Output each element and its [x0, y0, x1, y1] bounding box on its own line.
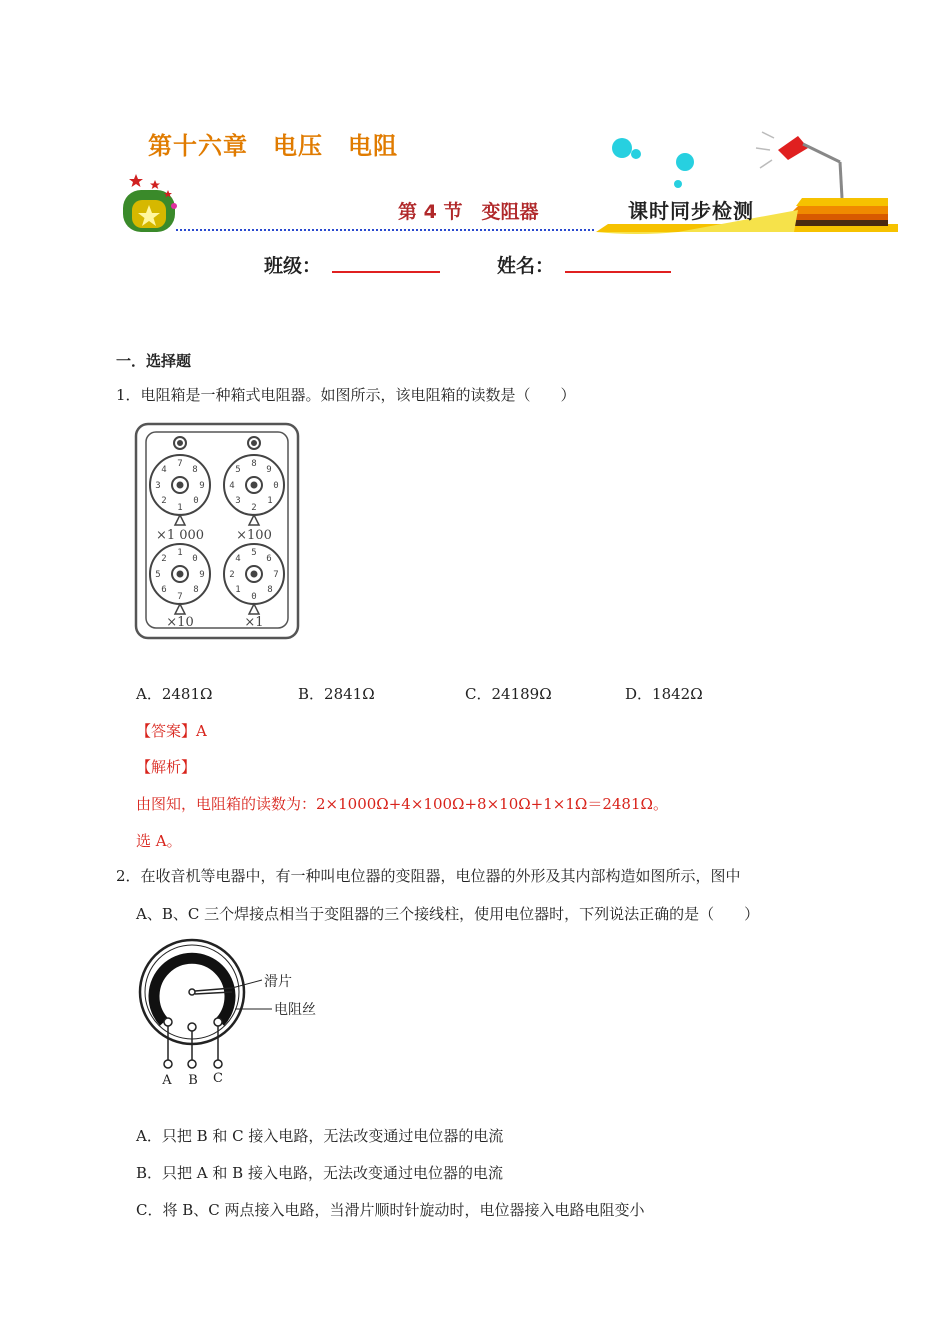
resistance-box-figure	[134, 422, 300, 640]
svg-text:7: 7	[273, 570, 279, 580]
svg-text:6: 6	[161, 585, 167, 595]
svg-text:5: 5	[235, 465, 241, 475]
svg-text:8: 8	[251, 459, 257, 469]
label-wire: 电阻丝	[274, 1002, 316, 1018]
section-heading: 一．选择题	[116, 352, 192, 370]
name-field[interactable]	[565, 271, 671, 273]
dial-label-x100: ×100	[236, 528, 272, 543]
chapter-title: 第十六章 电压 电阻	[148, 132, 398, 160]
header-tag: 课时同步检测	[628, 199, 754, 223]
svg-text:2: 2	[161, 554, 167, 564]
svg-text:1: 1	[267, 496, 273, 506]
svg-text:5: 5	[251, 548, 257, 558]
svg-text:1: 1	[235, 585, 241, 595]
svg-text:1: 1	[177, 503, 183, 513]
svg-text:4: 4	[235, 554, 241, 564]
label-slider: 滑片	[264, 974, 292, 990]
name-label: 姓名：	[497, 255, 555, 277]
svg-text:8: 8	[267, 585, 273, 595]
svg-text:7: 7	[177, 592, 183, 602]
q1-option-b[interactable]: B．2841Ω	[298, 685, 375, 703]
svg-text:2: 2	[161, 496, 167, 506]
svg-text:0: 0	[193, 496, 199, 506]
q2-option-b[interactable]: B．只把 A 和 B 接入电路，无法改变通过电位器的电流	[136, 1164, 503, 1182]
lamp-icon	[756, 132, 842, 198]
resistance-wire	[154, 958, 230, 1022]
svg-text:8: 8	[193, 585, 199, 595]
dial-label-x1: ×1	[244, 615, 264, 630]
q1-option-d[interactable]: D．1842Ω	[625, 685, 703, 703]
label-b: B	[188, 1073, 198, 1088]
svg-text:9: 9	[199, 570, 205, 580]
svg-text:2: 2	[229, 570, 235, 580]
bubble-icon	[612, 138, 632, 158]
label-c: C	[213, 1071, 223, 1086]
q1-answer: 【答案】A	[136, 722, 207, 740]
class-label: 班级：	[264, 255, 322, 277]
question-1-text: 1．电阻箱是一种箱式电阻器。如图所示，该电阻箱的读数是（ ）	[116, 386, 576, 404]
svg-text:4: 4	[161, 465, 167, 475]
star-badge-icon	[123, 174, 177, 232]
svg-text:7: 7	[177, 459, 183, 469]
svg-text:4: 4	[229, 481, 235, 491]
q1-conclusion: 选 A。	[136, 832, 182, 850]
dial-label-x10: ×10	[166, 615, 194, 630]
q1-analysis: 由图知，电阻箱的读数为：2×1000Ω+4×100Ω+8×10Ω+1×1Ω＝2481Ω。	[136, 795, 668, 813]
svg-text:0: 0	[273, 481, 279, 491]
svg-text:9: 9	[199, 481, 205, 491]
label-a: A	[162, 1073, 172, 1088]
question-2-line1: 2．在收音机等电器中，有一种叫电位器的变阻器，电位器的外形及其内部构造如图所示，图中	[116, 867, 741, 885]
svg-text:5: 5	[155, 570, 161, 580]
svg-text:2: 2	[251, 503, 257, 513]
svg-text:3: 3	[235, 496, 241, 506]
question-2-line2: A、B、C 三个焊接点相当于变阻器的三个接线柱，使用电位器时，下列说法正确的是（ ）	[136, 905, 760, 923]
svg-text:6: 6	[266, 554, 272, 564]
dial-label-x1000: ×1 000	[155, 528, 205, 543]
q2-option-a[interactable]: A．只把 B 和 C 接入电路，无法改变通过电位器的电流	[136, 1127, 504, 1145]
svg-text:9: 9	[266, 465, 272, 475]
potentiometer-figure	[134, 934, 334, 1090]
svg-text:0: 0	[192, 554, 198, 564]
section-title: 第 4 节 变阻器	[398, 201, 539, 223]
svg-text:1: 1	[177, 548, 183, 558]
svg-text:0: 0	[251, 592, 257, 602]
q1-analysis-label: 【解析】	[136, 758, 197, 776]
q2-option-c[interactable]: C．将 B、C 两点接入电路，当滑片顺时针旋动时，电位器接入电路电阻变小	[136, 1201, 645, 1219]
class-field[interactable]	[332, 271, 440, 273]
svg-text:3: 3	[155, 481, 161, 491]
q1-option-c[interactable]: C．24189Ω	[465, 685, 552, 703]
svg-text:8: 8	[192, 465, 198, 475]
q1-option-a[interactable]: A．2481Ω	[136, 685, 213, 703]
